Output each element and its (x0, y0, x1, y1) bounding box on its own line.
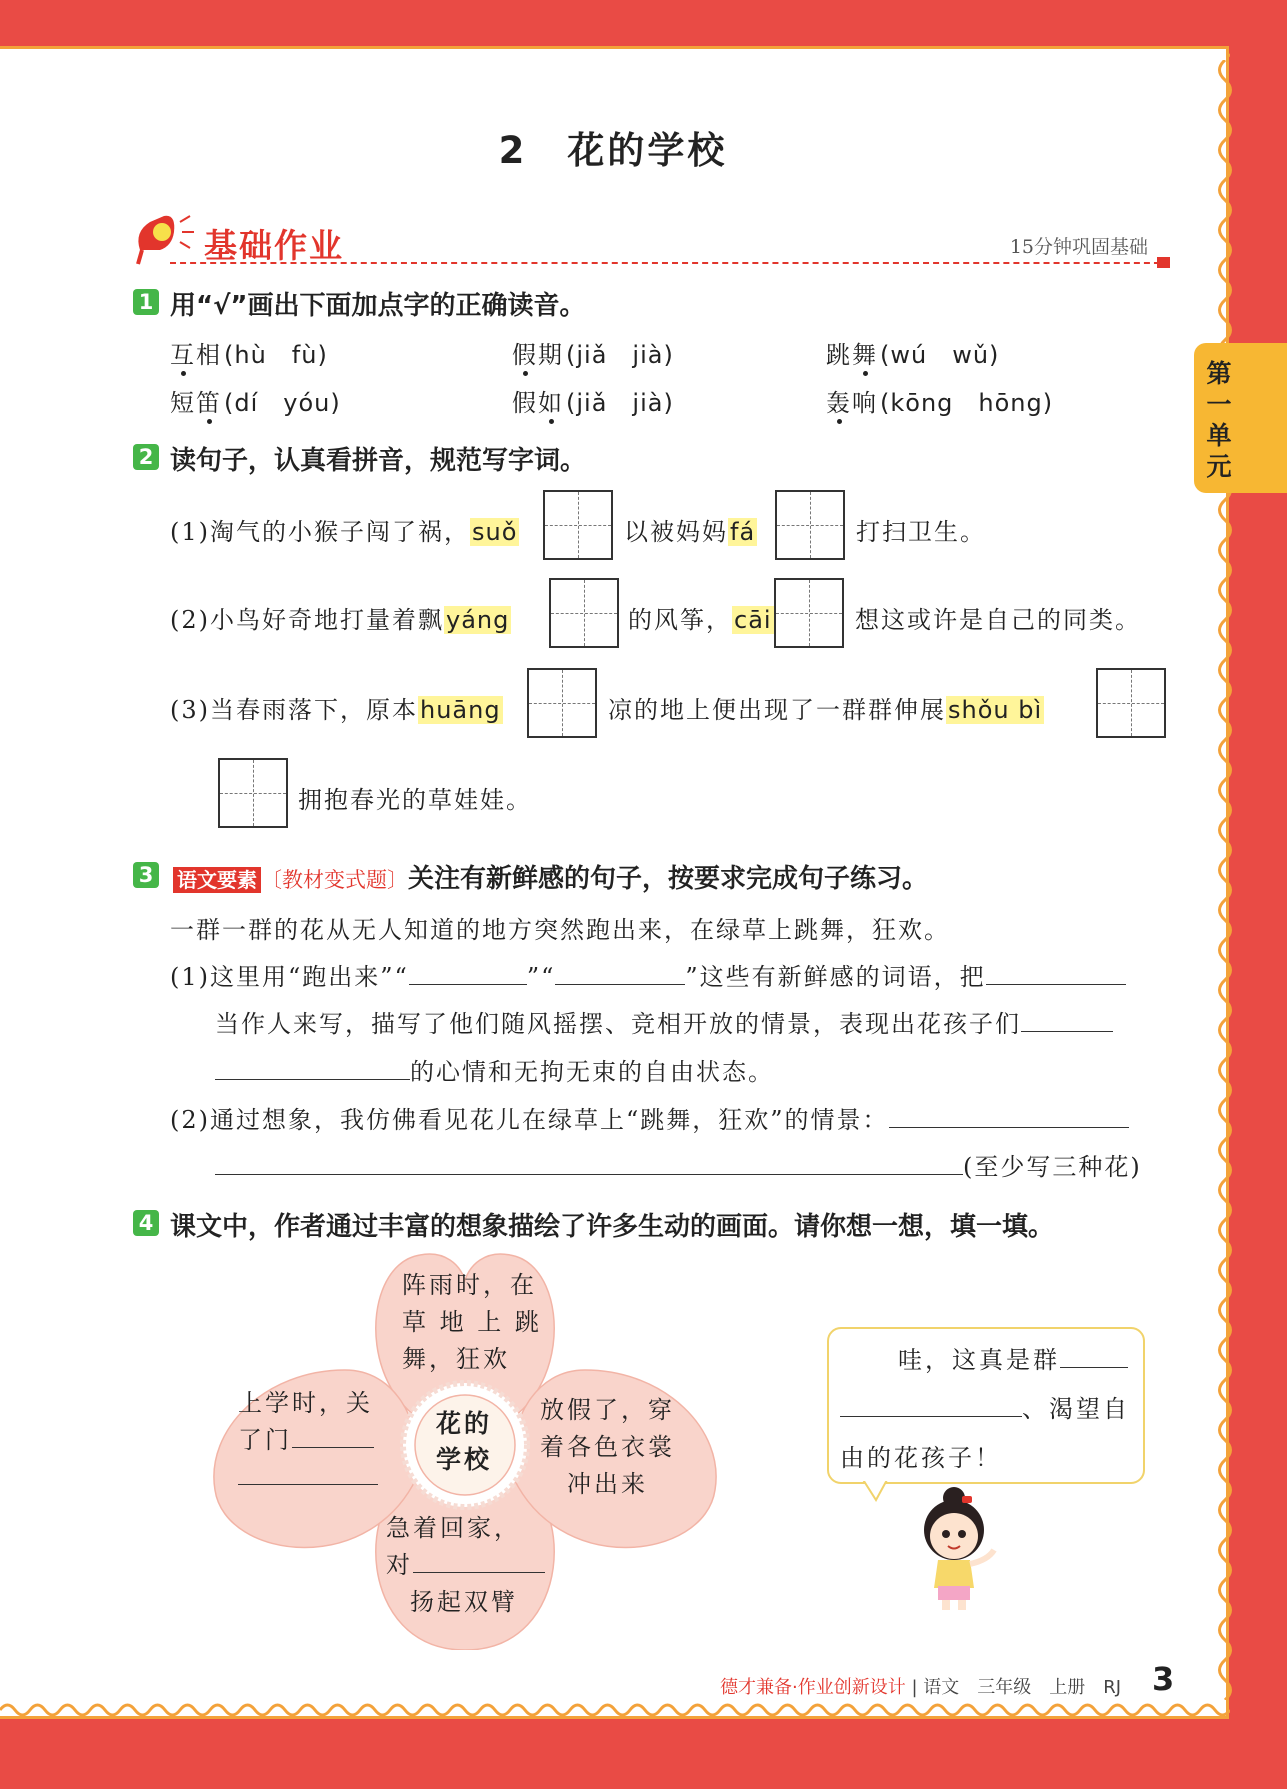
petal-top-text (402, 1267, 542, 1378)
petal-line: 阵雨时，在 (402, 1271, 537, 1299)
answer-blank[interactable] (555, 962, 685, 985)
section-note: 15分钟巩固基础 (1009, 236, 1148, 258)
bubble-line: 哇，这真是群 (898, 1346, 1060, 1374)
text: 的心情和无拘无束的自由状态。 (410, 1058, 774, 1086)
petal-line: 着各色衣裳 (540, 1433, 675, 1461)
pinyin-options: (kōng hōng) (880, 389, 1054, 417)
footer-brand: 德才兼备·作业创新设计 (720, 1677, 906, 1698)
petal-line: 急着回家， (386, 1514, 521, 1542)
answer-blank[interactable] (413, 1550, 545, 1573)
text: (1)这里用“跑出来”“ (170, 963, 409, 991)
petal-line: 了门 (238, 1426, 292, 1454)
question-number-3: 3 (133, 862, 159, 888)
answer-blank[interactable] (1021, 1009, 1113, 1032)
question-3-prompt: 关注有新鲜感的句子，按要求完成句子练习。 (408, 864, 929, 894)
bubble-line: 由的花孩子！ (840, 1444, 1002, 1472)
sentence-text: 的风筝， (628, 606, 732, 634)
writing-box[interactable] (549, 578, 619, 648)
dotted-char: 互 (170, 341, 196, 369)
writing-box[interactable] (218, 758, 288, 828)
section-title: 基础作业 (204, 226, 344, 265)
source-tag: 〔教材变式题〕 (261, 868, 408, 892)
text: (2)通过想象，我仿佛看见花儿在绿草上“跳舞，狂欢”的情景： (170, 1106, 889, 1134)
flower-center-label (434, 1406, 494, 1478)
dotted-char: 如 (538, 389, 564, 417)
question-number-4: 4 (133, 1210, 159, 1236)
bottom-wave-border (0, 1700, 1230, 1720)
question-4-prompt: 课文中，作者通过丰富的想象描绘了许多生动的画面。请你想一想，填一填。 (170, 1212, 1055, 1242)
dotted-char: 舞 (852, 341, 878, 369)
petal-line: 草 地 上 跳 (402, 1308, 542, 1336)
sentence-text: 以被妈妈 (624, 518, 728, 546)
q2-s3-c: 拥抱春光的草娃娃。 (298, 786, 532, 814)
pinyin-hint: cāi (734, 606, 772, 634)
sentence-text: (1)淘气的小猴子闯了祸， (170, 518, 470, 546)
pinyin-hint: suǒ (472, 518, 518, 546)
side-wave-border (1214, 60, 1236, 1700)
q1-item-4[interactable] (170, 383, 343, 418)
q2-s3-b (608, 690, 1044, 725)
answer-blank[interactable] (1060, 1345, 1128, 1368)
petal-line: 上学时，关 (238, 1389, 373, 1417)
question-2-prompt: 读句子，认真看拼音，规范写字词。 (170, 446, 587, 476)
answer-blank[interactable] (238, 1462, 378, 1485)
q2-s1-b (624, 512, 757, 547)
answer-blank[interactable] (215, 1152, 963, 1175)
question-1-prompt: 用“√”画出下面加点字的正确读音。 (170, 291, 586, 321)
answer-blank[interactable] (292, 1425, 374, 1448)
q3-p2-line2 (215, 1147, 1142, 1182)
q1-item-5[interactable] (512, 383, 676, 418)
answer-blank[interactable] (409, 962, 527, 985)
answer-blank[interactable] (215, 1057, 410, 1080)
sentence-text: (3)当春雨落下，原本 (170, 696, 418, 724)
question-3-heading (173, 858, 928, 895)
pinyin-hint: shǒu bì (948, 696, 1043, 724)
petal-line: 冲出来 (567, 1470, 648, 1498)
footer (720, 1673, 1121, 1699)
item-rest: 相 (196, 341, 222, 369)
petal-line: 对 (386, 1551, 413, 1579)
answer-blank[interactable] (986, 962, 1126, 985)
text: ”“ (526, 963, 556, 991)
tag-yuwen-yaosu: 语文要素 (173, 867, 261, 893)
writing-box[interactable] (1096, 668, 1166, 738)
unit-tab-label: 第一单元 (1206, 359, 1232, 481)
megaphone-icon (130, 212, 200, 268)
center-line: 花的 (435, 1409, 492, 1438)
pinyin-options: (jiǎ jià) (566, 341, 674, 369)
q2-s2-b (628, 600, 774, 635)
q1-item-2[interactable] (512, 335, 676, 370)
section-divider (170, 262, 1170, 264)
dotted-char: 笛 (196, 389, 222, 417)
item-pre: 跳 (826, 341, 852, 369)
item-rest: 期 (538, 341, 564, 369)
q3-p1-line1 (170, 957, 1126, 992)
q3-sentence: 一群一群的花从无人知道的地方突然跑出来，在绿草上跳舞，狂欢。 (170, 916, 950, 944)
petal-bottom-text (386, 1510, 545, 1621)
section-header (130, 212, 1170, 272)
question-number-2: 2 (133, 444, 159, 470)
q2-s2-c: 想这或许是自己的同类。 (855, 606, 1141, 634)
q3-p1-line3 (215, 1052, 774, 1087)
pinyin-options: (hù fù) (224, 341, 328, 369)
pinyin-options: (jiǎ jià) (566, 389, 674, 417)
pinyin-hint: fá (730, 518, 756, 546)
footer-meta: | 语文 三年级 上册 RJ (911, 1677, 1122, 1698)
divider-end-mark (1157, 257, 1170, 268)
item-pre: 短 (170, 389, 196, 417)
petal-line: 扬起双臂 (410, 1588, 518, 1616)
bubble-text (840, 1336, 1130, 1483)
petal-line: 舞，狂欢 (402, 1345, 510, 1373)
writing-box[interactable] (775, 490, 845, 560)
q2-s2-a (170, 600, 511, 635)
q1-item-6[interactable] (826, 383, 1055, 418)
dotted-char: 假 (512, 341, 538, 369)
pinyin-hint: yáng (446, 606, 510, 634)
q2-s1-a (170, 512, 519, 547)
q2-s1-c: 打扫卫生。 (856, 518, 986, 546)
center-line: 学校 (435, 1445, 492, 1474)
sentence-text: 凉的地上便出现了一群群伸展 (608, 696, 946, 724)
text: (至少写三种花) (963, 1153, 1142, 1181)
dotted-char: 轰 (826, 389, 852, 417)
girl-illustration (908, 1480, 1008, 1612)
petal-right-text (540, 1392, 675, 1503)
writing-box[interactable] (527, 668, 597, 738)
pinyin-options: (dí yóu) (224, 389, 341, 417)
pinyin-hint: huāng (420, 696, 501, 724)
q2-s3-a (170, 690, 503, 725)
answer-blank[interactable] (840, 1394, 1022, 1417)
petal-left-text (238, 1385, 378, 1496)
page-number: 3 (1152, 1660, 1175, 1698)
pinyin-options: (wú wǔ) (880, 341, 1000, 369)
bubble-line: 、渴望自 (1022, 1395, 1130, 1423)
q3-p1-line2 (215, 1004, 1113, 1039)
q1-item-3[interactable] (826, 335, 1001, 370)
writing-box[interactable] (543, 490, 613, 560)
writing-box[interactable] (774, 578, 844, 648)
q3-p2-line1 (170, 1100, 1129, 1135)
petal-line: 放假了，穿 (540, 1396, 675, 1424)
q1-item-1[interactable] (170, 335, 330, 370)
text: ”这些有新鲜感的词语，把 (685, 963, 986, 991)
text: 当作人来写，描写了他们随风摇摆、竞相开放的情景，表现出花孩子们 (215, 1010, 1021, 1038)
item-rest: 响 (852, 389, 878, 417)
lesson-title: 2 花的学校 (498, 129, 728, 172)
answer-blank[interactable] (889, 1105, 1129, 1128)
item-char: 假 (512, 389, 538, 417)
sentence-text: (2)小鸟好奇地打量着飘 (170, 606, 444, 634)
question-number-1: 1 (133, 289, 159, 315)
